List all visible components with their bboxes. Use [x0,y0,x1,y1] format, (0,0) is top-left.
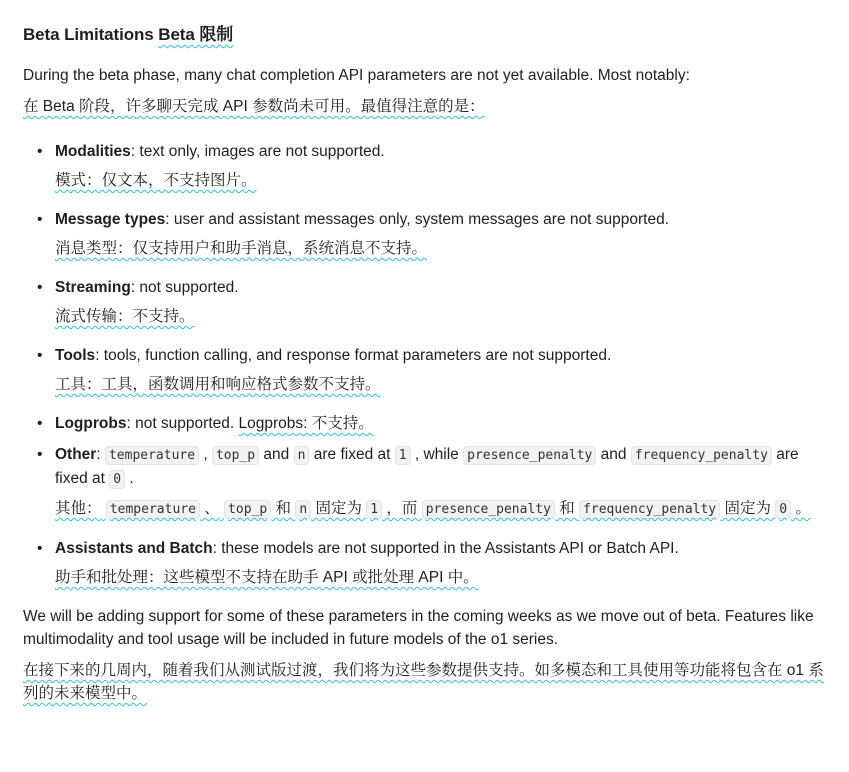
item-label: Other [55,446,97,463]
code-frequency-penalty: frequency_penalty [631,446,772,465]
item-label: Assistants and Batch [55,540,213,557]
outro-zh [23,659,826,705]
heading-en: Beta Limitations [23,25,154,44]
list-item-modalities [37,140,826,192]
list-item-streaming [37,276,826,328]
bullet-icon: • [37,446,43,463]
item-zh: Logprobs: 不支持。 [238,415,374,432]
intro-zh [23,95,826,118]
list-item-message-types [37,208,826,260]
list-item-logprobs [37,412,826,435]
item-label: Tools [55,347,96,364]
limitations-list [23,140,826,589]
item-text: : user and assistant messages only, system messages are not supported. [165,211,669,228]
item-label: Message types [55,211,166,228]
bullet-icon: • [37,347,43,364]
item-zh: 模式：仅文本，不支持图片。 [55,172,257,189]
item-text: : not supported. [130,279,239,296]
item-zh: 助手和批处理：这些模型不支持在助手 API 或批处理 API 中。 [55,569,479,586]
item-text: : tools, function calling, and response format parameters are not supported. [95,347,612,364]
outro-en: We will be adding support for some of these parameters in the coming weeks as we move out of beta. Features like multimodality and tool usage will be included in future models of the o1 series. [23,608,814,648]
section-heading [23,22,826,48]
bullet-icon: • [37,540,43,557]
item-zh: 流式传输：不支持。 [55,308,195,325]
item-text: : these models are not supported in the Assistants API or Batch API. [212,540,679,557]
item-label: Logprobs [55,415,127,432]
item-zh: 其他： temperature 、 top_p 和 n 固定为 1 ，而 presence_penalty 和 frequency_penalty 固定为 0 。 [55,500,811,517]
code-temperature: temperature [105,446,199,465]
item-text: : not supported. [126,415,239,432]
bullet-icon: • [37,279,43,296]
item-zh: 消息类型：仅支持用户和助手消息，系统消息不支持。 [55,240,428,257]
item-text: : text only, images are not supported. [130,143,385,160]
bullet-icon: • [37,415,43,432]
intro-en: During the beta phase, many chat completion API parameters are not yet available. Most notably: [23,67,690,84]
code-n: n [294,446,310,465]
list-item-tools [37,344,826,396]
intro-zh-text: 在 Beta 阶段，许多聊天完成 API 参数尚未可用。最值得注意的是： [23,98,485,115]
bullet-icon: • [37,211,43,228]
item-label: Modalities [55,143,131,160]
code-presence-penalty: presence_penalty [463,446,596,465]
outro-zh-text: 在接下来的几周内，随着我们从测试版过渡，我们将为这些参数提供支持。如多模态和工具使用等功能将包含在 o1 系列的未来模型中。 [23,662,824,702]
list-item-assistants-batch [37,537,826,589]
code-zero: 0 [109,470,125,489]
code-top-p: top_p [212,446,259,465]
heading-zh: Beta 限制 [158,25,234,44]
code-one: 1 [395,446,411,465]
item-zh: 工具：工具，函数调用和响应格式参数不支持。 [55,376,381,393]
bullet-icon: • [37,143,43,160]
list-item-other: • Other: temperature , top_p and n are fixed at 1 , while presence_penalty and frequency_penalty are fixed at 0 . 其他： temperature 、 top_p 和 n 固定为 1 ，而 presence_penalty 和 frequency_penalty 固定为 0 。 [55,443,826,521]
item-label: Streaming [55,279,131,296]
